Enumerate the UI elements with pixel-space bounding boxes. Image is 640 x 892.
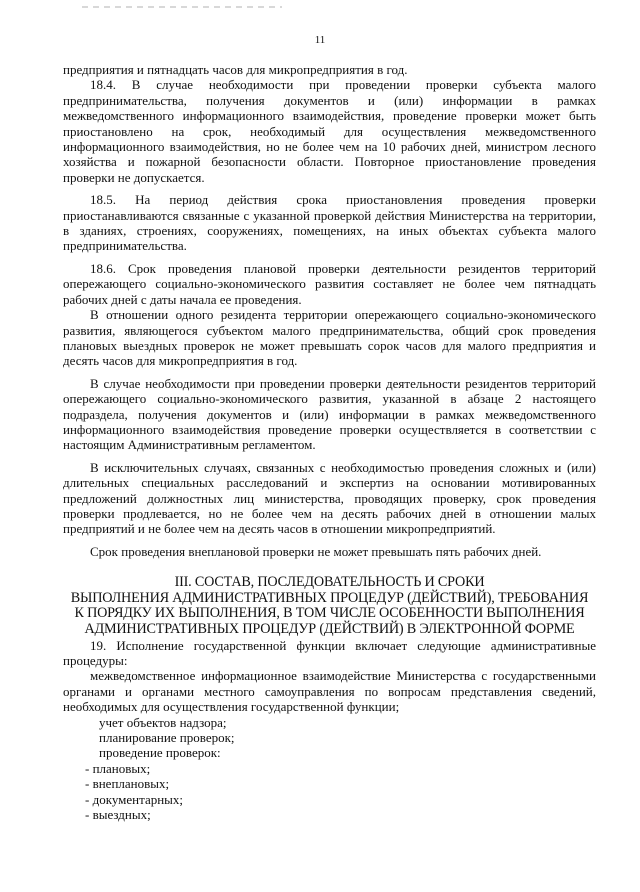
section-heading-line: К ПОРЯДКУ ИХ ВЫПОЛНЕНИЯ, В ТОМ ЧИСЛЕ ОСОБЕННОСТИ ВЫПОЛНЕНИЯ (74, 605, 585, 622)
paragraph-continuation: предприятия и пятнадцать часов для микропредприятия в год. (63, 62, 408, 77)
paragraph-interaction-item: межведомственное информационное взаимодействие Министерства с государственными органами и органами местного самоуправления по вопросам представления сведений, необходимых для осуществления государственной функции; (63, 668, 596, 715)
paragraph-resident-limit: В отношении одного резидента территории опережающего социально-экономического развития, являющегося субъектом малого предпринимательства, общий срок проведения плановых выездных проверок не может превышать сорок часов для малого предприятия и десять часов для микропредприятия в год. (63, 307, 596, 369)
page-number: 11 (314, 34, 326, 46)
list-item: - выездных; (85, 807, 151, 823)
paragraph-18-4: 18.4. В случае необходимости при проведении проверки субъекта малого предпринимательства, получения документов и (или) информации в рамках межведомственного информационного взаимодействия, проведение проверки может быть приостановлено на срок, необходимый для осуществления межведомственного информационного взаимодействия, но не более чем на 10 рабочих дней, министром лесного хозяйства и пожарной безопасности области. Повторное приостановление проведения проверки не допускается. (63, 77, 596, 185)
scan-artifact (82, 6, 282, 8)
paragraph-clause-19: 19. Исполнение государственной функции включает следующие административные процедуры: (63, 637, 596, 668)
list-item: проведение проверок: (99, 745, 221, 761)
paragraph-18-5: 18.5. На период действия срока приостановления проведения проверки приостанавливаются связанные с указанной проверкой действия Министерства на территории, в зданиях, строениях, сооружениях, помещениях, на иных объектах субъекта малого предпринимательства. (63, 192, 596, 254)
list-item: - документарных; (85, 791, 184, 807)
list-item: планирование проверок; (99, 730, 235, 745)
paragraph-resident-check: В случае необходимости при проведении проверки деятельности резидентов территорий опережающего социально-экономического развития, указанной в абзаце 2 настоящего подраздела, получения документов и (или) информации в рамках межведомственного информационного взаимодействия проведение проверки осуществляется в соответствии с настоящим Административным регламентом. (63, 375, 596, 453)
paragraph-18-6: 18.6. Срок проведения плановой проверки деятельности резидентов территорий опережающего социально-экономического развития составляет не более чем пятнадцать рабочих дней с даты начала ее проведения. (63, 260, 596, 307)
list-item: - внеплановых; (85, 776, 170, 792)
section-heading-line: III. СОСТАВ, ПОСЛЕДОВАТЕЛЬНОСТЬ И СРОКИ (174, 574, 485, 591)
document-body (63, 62, 596, 822)
section-heading-line: ВЫПОЛНЕНИЯ АДМИНИСТРАТИВНЫХ ПРОЦЕДУР (ДЕЙСТВИЙ), ТРЕБОВАНИЯ (70, 589, 589, 606)
paragraph-exceptional-cases: В исключительных случаях, связанных с необходимостью проведения сложных и (или) длительных специальных расследований и экспертиз на основании мотивированных предложений должностных лиц министерства, проводящих проверку, срок проведения проверки продлевается, но не более чем на десять рабочих дней в отношении малых предприятий и не более чем на десять часов в отношении микропредприятий. (63, 459, 596, 537)
list-item: учет объектов надзора; (99, 714, 227, 730)
section-heading-line: АДМИНИСТРАТИВНЫХ ПРОЦЕДУР (ДЕЙСТВИЙ) В ЭЛЕКТРОННОЙ ФОРМЕ (84, 620, 575, 637)
section-heading (63, 575, 596, 637)
list-item: - плановых; (85, 760, 151, 776)
paragraph-unscheduled-term: Срок проведения внеплановой проверки не может превышать пять рабочих дней. (90, 543, 542, 559)
